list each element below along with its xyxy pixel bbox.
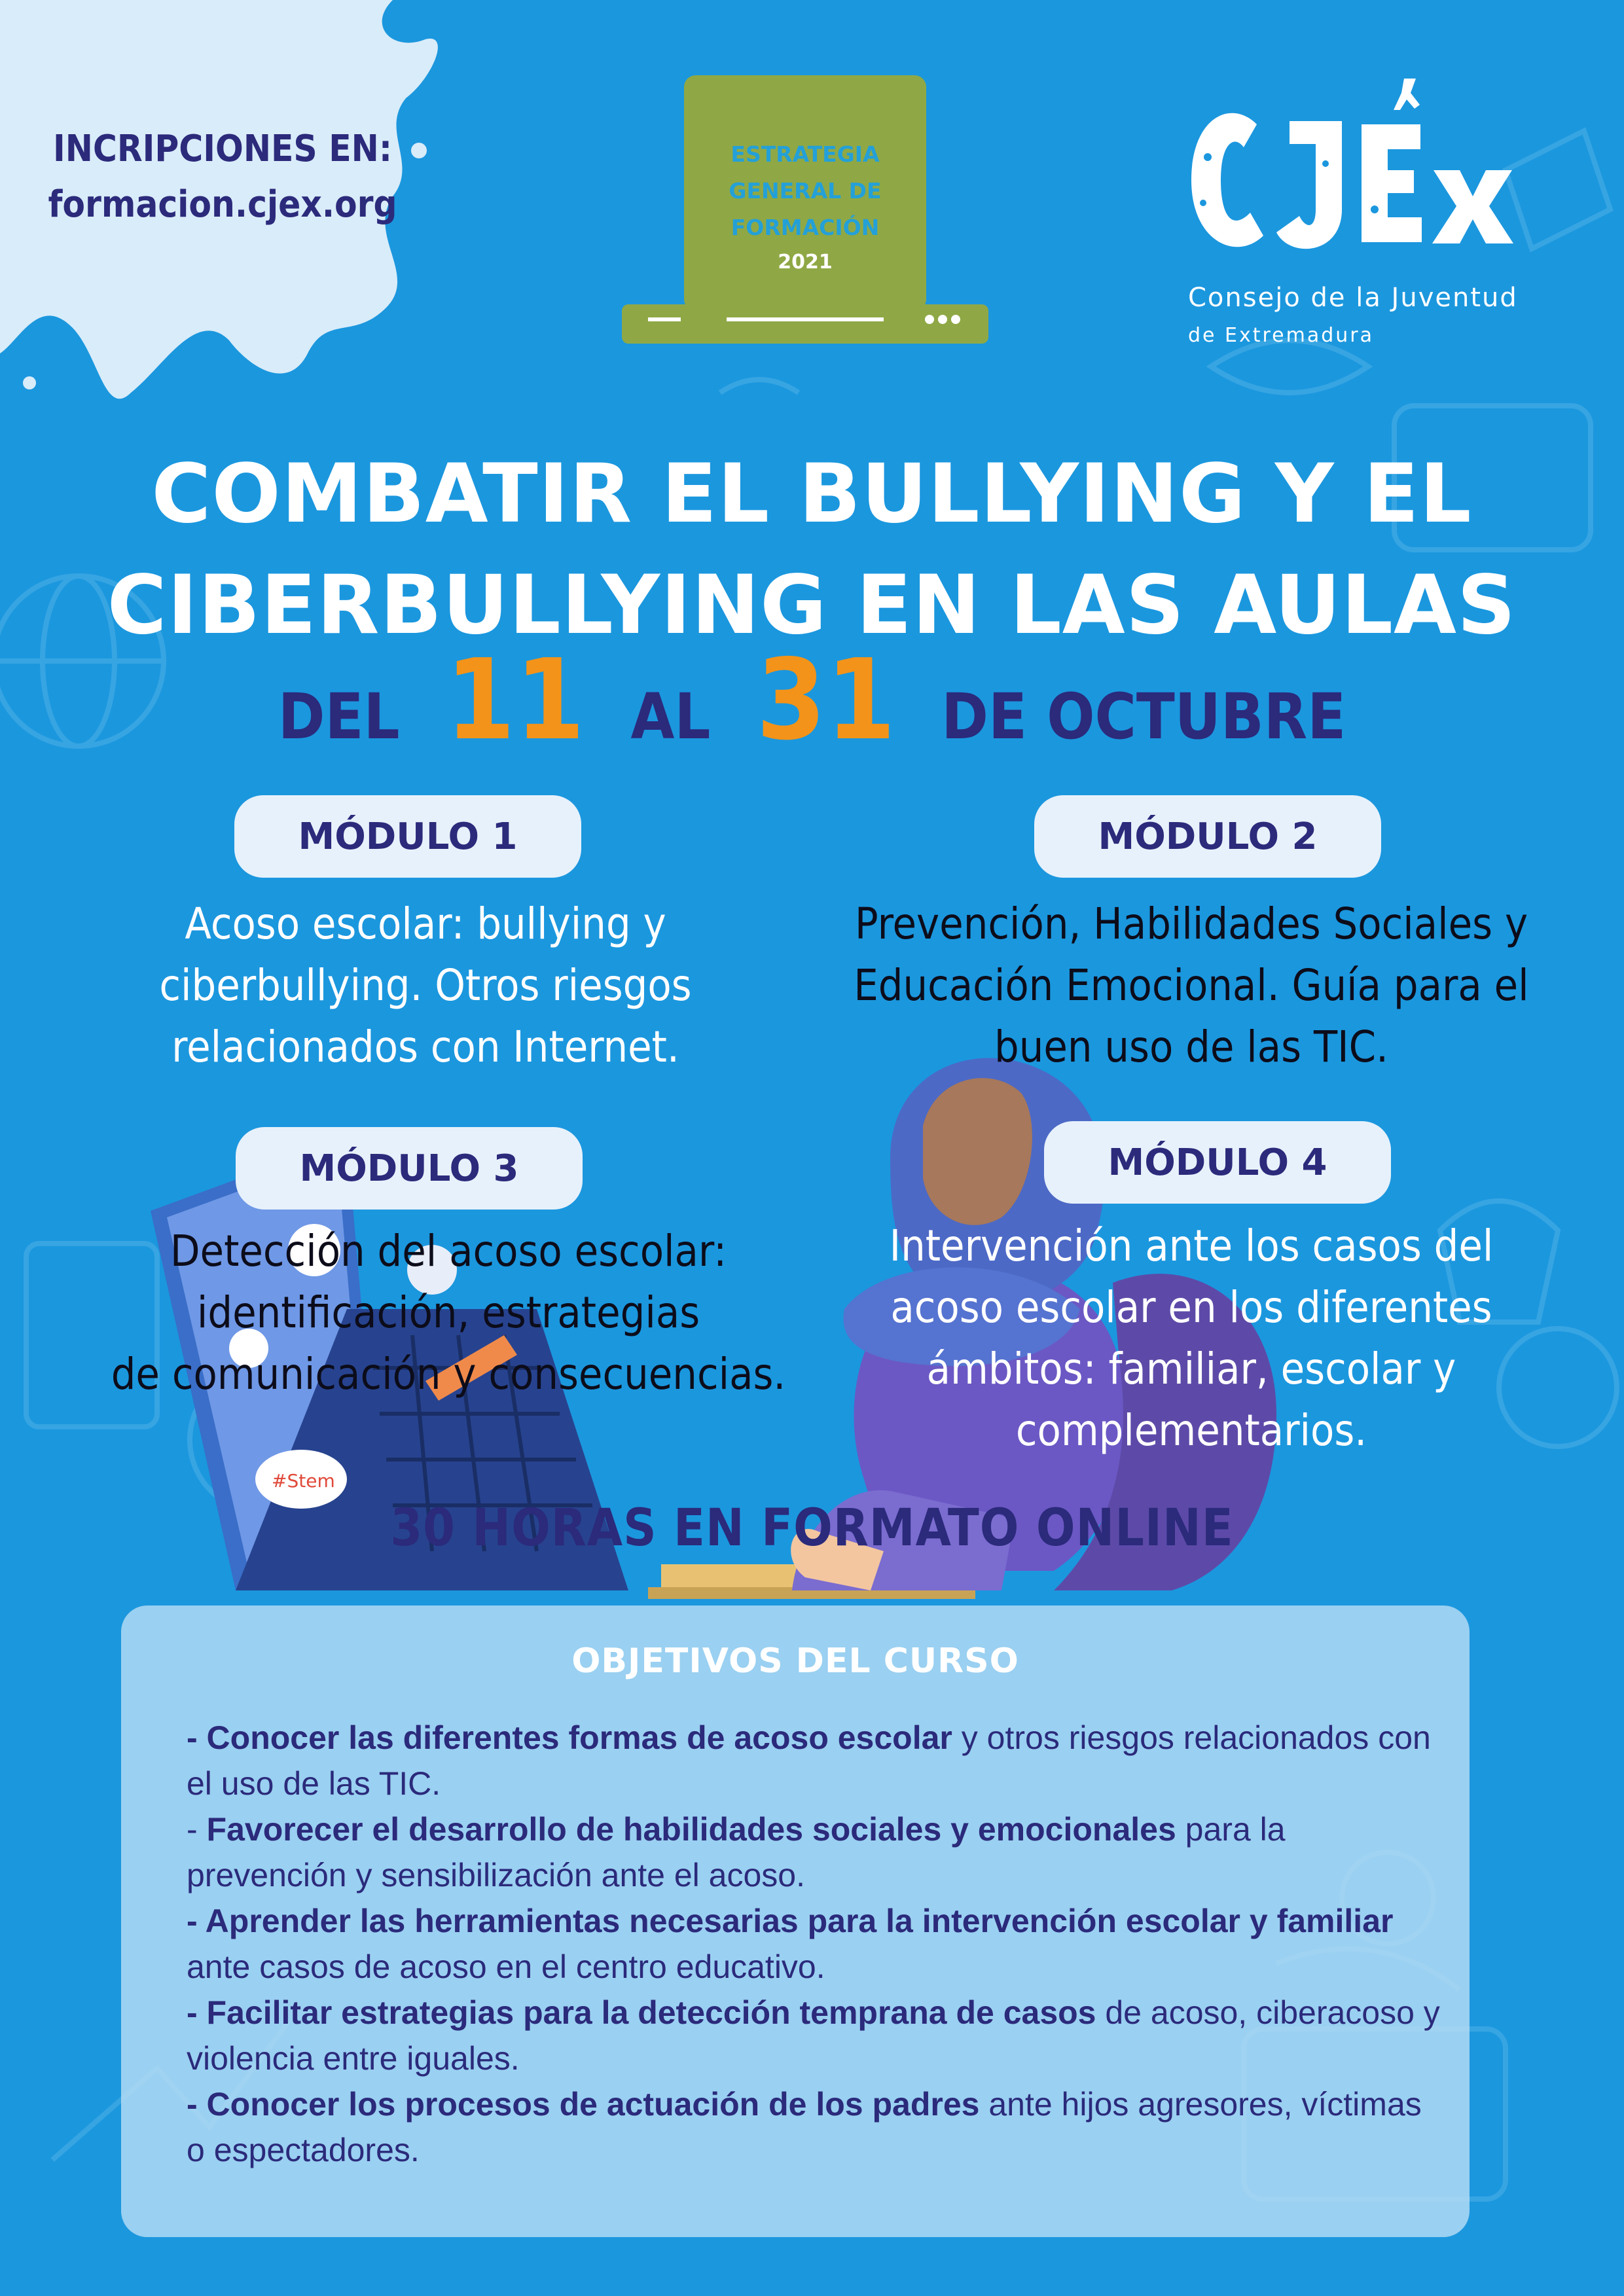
- module-2-line: buen uso de las TIC.: [994, 1022, 1388, 1072]
- module-2-line: Prevención, Habilidades Sociales y: [854, 899, 1528, 949]
- module-1-description: [98, 893, 753, 1078]
- objective-item-rest: y otros riesgos relacionados con el uso de las TIC.: [187, 1719, 1431, 1802]
- module-3-label: MÓDULO 3: [236, 1127, 583, 1210]
- dates-start: 11: [445, 636, 585, 765]
- module-4-line: acoso escolar en los diferentes: [890, 1282, 1492, 1333]
- inscriptions-label: INCRIPCIONES EN:: [53, 128, 392, 170]
- module-3-description: [85, 1221, 812, 1405]
- badge-title: [684, 136, 926, 246]
- module-4-line: Intervención ante los casos del: [889, 1221, 1494, 1271]
- objective-item-bold: - Conocer las diferentes formas de acoso escolar: [187, 1719, 952, 1756]
- chat-bubble-text: #Stem: [272, 1470, 335, 1492]
- objective-item: [187, 2081, 1443, 2173]
- course-hours: 30 HORAS EN FORMATO ONLINE: [390, 1499, 1234, 1558]
- objective-item: [187, 1898, 1443, 1990]
- objectives-title: OBJETIVOS DEL CURSO: [571, 1641, 1019, 1681]
- module-2-line: Educación Emocional. Guía para el: [854, 960, 1529, 1011]
- objective-item-bold: - Conocer los procesos de actuación de los padres: [187, 2086, 980, 2123]
- module-1-label: MÓDULO 1: [234, 795, 581, 878]
- dates-suffix: DE OCTUBRE: [941, 680, 1346, 753]
- inscriptions-url[interactable]: formacion.cjex.org: [48, 183, 397, 226]
- objective-item-rest: para la prevención y sensibilización ante el acoso.: [187, 1811, 1286, 1893]
- module-1-line: Acoso escolar: bullying y: [185, 899, 666, 949]
- badge-line-1: ESTRATEGIA: [731, 141, 880, 167]
- objective-item: [187, 1990, 1443, 2081]
- course-title: [79, 439, 1545, 661]
- dates-prefix: DEL: [278, 680, 400, 753]
- module-4-description: [844, 1215, 1538, 1462]
- objective-item: [187, 1806, 1443, 1898]
- objectives-list: [187, 1715, 1443, 2173]
- badge-year: 2021: [778, 251, 833, 274]
- module-2-label: MÓDULO 2: [1034, 795, 1381, 878]
- badge-line-3: FORMACIÓN: [731, 215, 880, 240]
- logo-subtitle-1: Consejo de la Juventud: [1188, 283, 1518, 313]
- objective-item-bold: - Aprender las herramientas necesarias para la intervención escolar y familiar: [187, 1903, 1394, 1939]
- objective-item-bold: Favorecer el desarrollo de habilidades sociales y emocionales: [206, 1811, 1176, 1848]
- cjex-logo: [1178, 72, 1519, 268]
- title-line-1: COMBATIR EL BULLYING Y EL: [151, 447, 1472, 541]
- dates-middle: AL: [630, 680, 711, 753]
- module-4-line: ámbitos: familiar, escolar y: [926, 1344, 1456, 1394]
- objective-item-rest: ante hijos agresores, víctimas o espectadores.: [187, 2086, 1422, 2168]
- module-3-line: de comunicación y consecuencias.: [111, 1349, 786, 1399]
- course-dates: [0, 636, 1624, 772]
- module-3-line: Detección del acoso escolar:: [170, 1226, 727, 1276]
- dates-end: 31: [756, 636, 896, 765]
- objective-item-rest: de acoso, ciberacoso y violencia entre iguales.: [187, 1994, 1440, 2077]
- module-4-line: complementarios.: [1015, 1405, 1367, 1456]
- objective-item-rest: ante casos de acoso en el centro educativo.: [187, 1948, 825, 1985]
- title-line-2: CIBERBULLYING EN LAS AULAS: [107, 558, 1517, 653]
- module-1-line: relacionados con Internet.: [171, 1022, 679, 1072]
- module-3-line: identificación, estrategias: [196, 1287, 700, 1338]
- module-4-label: MÓDULO 4: [1044, 1121, 1391, 1204]
- logo-subtitle-2: de Extremadura: [1188, 324, 1375, 347]
- badge-line-2: GENERAL DE: [729, 178, 882, 204]
- module-1-line: ciberbullying. Otros riesgos: [159, 960, 692, 1011]
- objective-item-bold: - Facilitar estrategias para la detección temprana de casos: [187, 1994, 1096, 2031]
- objective-item-prefix: -: [187, 1811, 207, 1848]
- objective-item: [187, 1715, 1443, 1806]
- module-2-description: [818, 893, 1564, 1078]
